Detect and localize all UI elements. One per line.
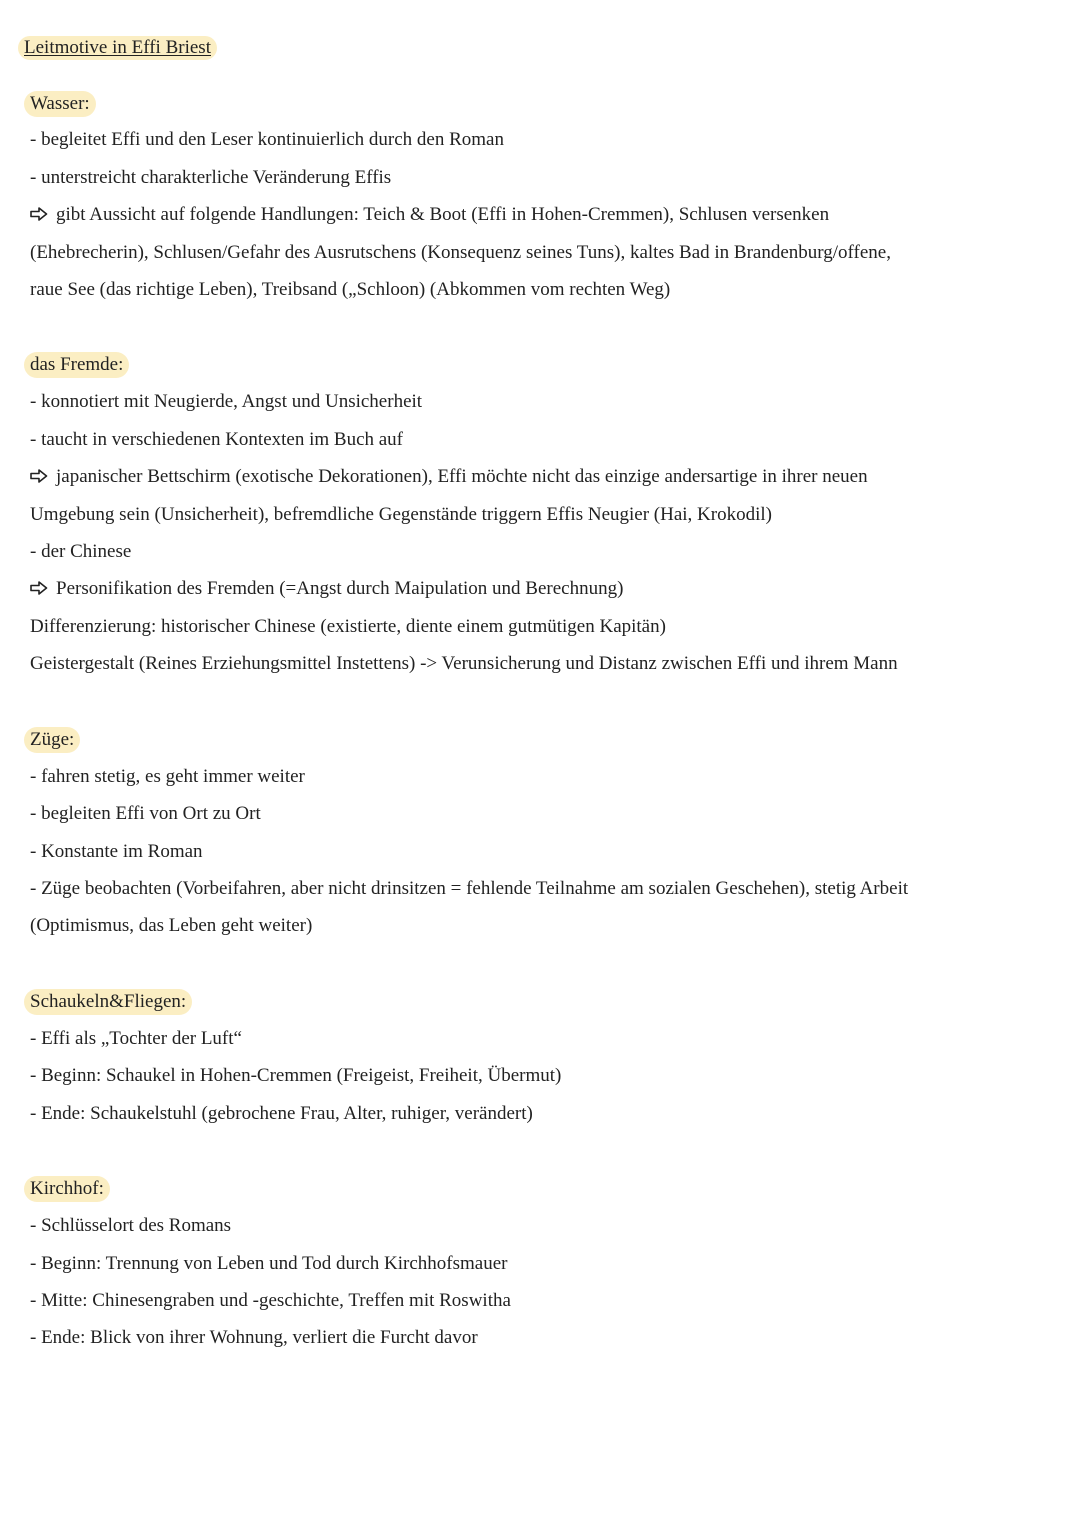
list-item: - konnotiert mit Neugierde, Angst und Unsicherheit bbox=[30, 391, 423, 412]
right-arrow-icon bbox=[30, 581, 48, 595]
list-item: - begleitet Effi und den Leser kontinuierlich durch den Roman bbox=[30, 129, 504, 150]
list-item: raue See (das richtige Leben), Treibsand („Schloon) (Abkommen vom rechten Weg) bbox=[30, 279, 671, 300]
section-heading-kirchhof: Kirchhof: bbox=[24, 1176, 110, 1202]
list-item-text: Personifikation des Fremden (=Angst durch Maipulation und Berechnung) bbox=[56, 578, 624, 599]
list-item: - Schlüsselort des Romans bbox=[30, 1215, 232, 1236]
document-title: Leitmotive in Effi Briest bbox=[18, 36, 217, 60]
right-arrow-icon bbox=[30, 207, 48, 221]
section-heading-zuege: Züge: bbox=[24, 727, 80, 753]
list-item: - Konstante im Roman bbox=[30, 841, 203, 862]
list-item: (Optimismus, das Leben geht weiter) bbox=[30, 915, 313, 936]
arrow-list-item bbox=[30, 465, 868, 489]
list-item: - unterstreicht charakterliche Veränderung Effis bbox=[30, 167, 392, 188]
arrow-list-item bbox=[30, 577, 623, 601]
list-item: - begleiten Effi von Ort zu Ort bbox=[30, 803, 261, 824]
list-item: (Ehebrecherin), Schlusen/Gefahr des Ausrutschens (Konsequenz seines Tuns), kaltes Bad in Brandenburg/offene, bbox=[30, 242, 891, 263]
list-item: Geistergestalt (Reines Erziehungsmittel Instettens) -> Verunsicherung und Distanz zwischen Effi und ihrem Mann bbox=[30, 653, 898, 674]
list-item: - Züge beobachten (Vorbeifahren, aber nicht drinsitzen = fehlende Teilnahme am sozialen Geschehen), stetig Arbeit bbox=[30, 878, 909, 899]
list-item: - Mitte: Chinesengraben und -geschichte, Treffen mit Roswitha bbox=[30, 1290, 511, 1311]
list-item: - Ende: Schaukelstuhl (gebrochene Frau, Alter, ruhiger, verändert) bbox=[30, 1103, 533, 1124]
list-item-text: gibt Aussicht auf folgende Handlungen: Teich & Boot (Effi in Hohen-Cremmen), Schlusen versenken bbox=[56, 204, 830, 225]
list-item: Umgebung sein (Unsicherheit), befremdliche Gegenstände triggern Effis Neugier (Hai, Krokodil) bbox=[30, 504, 772, 525]
list-item: Differenzierung: historischer Chinese (existierte, diente einem gutmütigen Kapitän) bbox=[30, 616, 666, 637]
list-item: - Ende: Blick von ihrer Wohnung, verliert die Furcht davor bbox=[30, 1327, 478, 1348]
list-item: - fahren stetig, es geht immer weiter bbox=[30, 766, 305, 787]
section-heading-wasser: Wasser: bbox=[24, 91, 96, 117]
arrow-list-item bbox=[30, 203, 829, 227]
list-item: - taucht in verschiedenen Kontexten im Buch auf bbox=[30, 429, 404, 450]
right-arrow-icon bbox=[30, 469, 48, 483]
section-heading-schaukeln-fliegen: Schaukeln&Fliegen: bbox=[24, 989, 192, 1015]
list-item: - Beginn: Schaukel in Hohen-Cremmen (Freigeist, Freiheit, Übermut) bbox=[30, 1065, 562, 1086]
section-heading-das-fremde: das Fremde: bbox=[24, 352, 129, 378]
list-item: - Beginn: Trennung von Leben und Tod durch Kirchhofsmauer bbox=[30, 1253, 508, 1274]
list-item: - Effi als „Tochter der Luft“ bbox=[30, 1028, 242, 1049]
list-item-text: japanischer Bettschirm (exotische Dekorationen), Effi möchte nicht das einzige andersartige in ihrer neuen bbox=[56, 466, 868, 487]
list-item: - der Chinese bbox=[30, 541, 132, 562]
